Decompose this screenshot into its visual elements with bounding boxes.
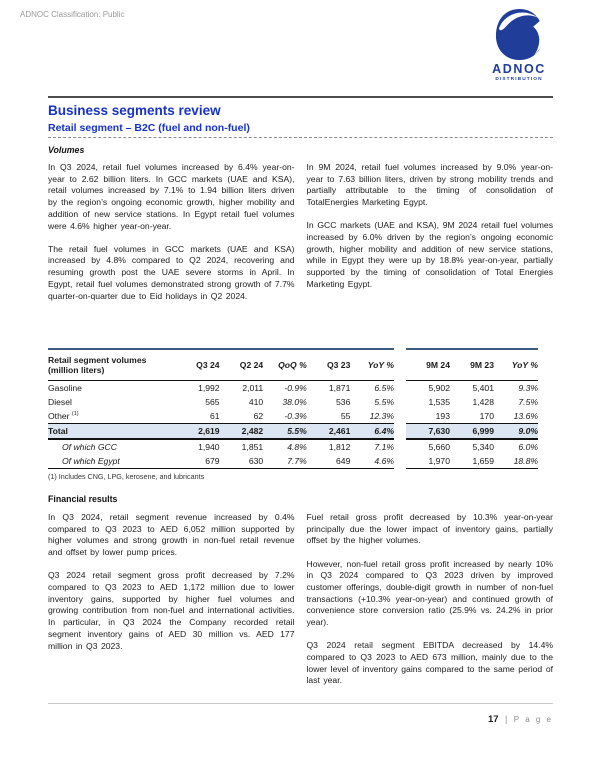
- volumes-columns: [48, 162, 553, 344]
- col-header: 9M 24: [406, 349, 450, 381]
- table-footnote: (1) Includes CNG, LPG, kerosene, and lubricants: [48, 472, 205, 481]
- financial-left-column: [48, 512, 295, 699]
- table-cell: 2,619: [176, 424, 220, 440]
- table-cell: 1,871: [328, 383, 351, 393]
- row-label: Total: [48, 424, 176, 440]
- page-word: P a g e: [513, 715, 553, 724]
- paragraph: In 9M 2024, retail fuel volumes increased by 9.0% year-on-year to 7.63 billion liters, driven by strong mobility trends and partially attributable to the timing of consolidation of TotalEnergies Marketing Egypt.: [306, 162, 553, 208]
- table-cell: 13.6%: [513, 411, 538, 421]
- falcon-icon: [491, 8, 548, 61]
- table-cell: 565: [205, 397, 220, 407]
- table-row: [48, 439, 394, 454]
- financial-results-heading: Financial results: [48, 494, 118, 504]
- table-cell: 2,011: [242, 383, 264, 393]
- paragraph: However, non-fuel retail gross profit increased by nearly 10% in Q3 2024 compared to Q3 2023 driven by improved customer offerings, double-digit growth in number of non-fuel transactions (+10.3% year-on-year) and continued growth of convenience store conversion ratio (25.9% vs. 24.2% in prior year).: [306, 558, 553, 628]
- logo-brand-text: ADNOC: [492, 62, 546, 76]
- table-cell: 4.6%: [350, 454, 394, 469]
- table-row: [406, 454, 538, 469]
- table-cell: 2,461: [307, 424, 351, 440]
- table-cell: 1,940: [198, 442, 220, 452]
- paragraph: Q3 2024 retail segment EBITDA decreased by 14.4% compared to Q3 2023 to AED 673 million, mainly due to the lower level of inventory gains compared to the same period of last year.: [306, 640, 553, 686]
- table-cell: 5,340: [472, 442, 494, 452]
- paragraph: In Q3 2024, retail fuel volumes increased by 6.4% year-on-year to 2.62 billion liters. In GCC markets (UAE and KSA), retail volumes increased by 7.1% to 1.94 billion liters driven by the region’s ongoing economic growth, higher mobility and addition of new service stations. In Egypt retail fuel volumes were 4.6% higher year-on-year.: [48, 162, 295, 231]
- classification-label: ADNOC Classification: Public: [20, 10, 125, 19]
- table-cell: 1,851: [241, 442, 264, 452]
- table-cell: 5,660: [428, 442, 450, 452]
- col-header: YoY %: [494, 349, 538, 381]
- table-cell: 62: [253, 411, 264, 421]
- table-cell: 1,812: [328, 442, 351, 452]
- table-cell: 6.4%: [350, 424, 394, 440]
- table-cell: 18.8%: [494, 454, 538, 469]
- table-row: [406, 381, 538, 396]
- table-cell: 1,535: [428, 397, 450, 407]
- volumes-right-column: [307, 162, 554, 344]
- volumes-left-column: [48, 162, 295, 344]
- table-cell: 410: [248, 397, 264, 407]
- table-cell: 193: [435, 411, 450, 421]
- adnoc-distribution-logo: [480, 8, 558, 82]
- table-title-cell: Retail segment volumes (million liters): [48, 349, 176, 381]
- paragraph: In GCC markets (UAE and KSA), 9M 2024 retail fuel volumes increased by 6.0% driven by the region’s ongoing economic growth, higher mobility and addition of new service stations, while in Egypt they were up by 18.8% year-on-year, partially supported by the timing of consolidation of Total Energies Marketing Egypt.: [306, 220, 553, 289]
- top-rule: [48, 96, 553, 98]
- table-cell: 9.3%: [518, 383, 538, 393]
- page-separator: |: [504, 714, 508, 724]
- row-label: Gasoline: [48, 383, 82, 393]
- table-cell: 55: [340, 411, 351, 421]
- table-cell: 6.5%: [374, 383, 394, 393]
- table-row: [48, 381, 394, 396]
- paragraph: The retail fuel volumes in GCC markets (UAE and KSA) increased by 4.8% compared to Q2 2024, recovering and resuming growth post the UAE severe storms in April. In Egypt, retail fuel volumes demonstrated strong growth of 7.7% quarter-on-quarter due to Eid holidays in Q2 2024.: [48, 243, 295, 301]
- table-cell: 1,970: [406, 454, 450, 469]
- page-title: Business segments review: [48, 103, 221, 118]
- table-row: [48, 409, 394, 424]
- nine-month-table: [406, 348, 538, 469]
- table-cell: 5,902: [428, 383, 450, 393]
- section-subtitle: Retail segment – B2C (fuel and non-fuel): [48, 122, 553, 138]
- page-content: [48, 96, 553, 699]
- table-cell: 7,630: [406, 424, 450, 440]
- table-cell: 6,999: [450, 424, 494, 440]
- table-cell: 7.7%: [263, 454, 307, 469]
- table-header-row: [406, 349, 538, 381]
- table-row: [406, 409, 538, 424]
- table-cell: 7.5%: [518, 397, 538, 407]
- quarterly-table: [48, 348, 394, 469]
- table-cell: 38.0%: [282, 397, 307, 407]
- page-footer: [48, 703, 553, 727]
- table-cell: -0.3%: [284, 411, 307, 421]
- table-cell: 4.8%: [287, 442, 307, 452]
- table-row: [406, 395, 538, 409]
- table-cell: 7.1%: [374, 442, 394, 452]
- row-label: Of which Egypt: [48, 454, 176, 469]
- retail-volumes-table: [48, 348, 553, 469]
- col-header: QoQ %: [263, 349, 307, 381]
- table-cell: 5.5%: [263, 424, 307, 440]
- paragraph: Fuel retail gross profit decreased by 10.3% year-on-year principally due the lower impact of inventory gains, partially offset by the higher volumes.: [306, 512, 553, 546]
- table-row: [48, 424, 394, 440]
- table-cell: 170: [479, 411, 494, 421]
- volumes-heading: Volumes: [48, 145, 85, 155]
- table-cell: 5.5%: [374, 397, 394, 407]
- paragraph: In Q3 2024, retail segment revenue increased by 0.4% compared to Q3 2023 to AED 6,052 million supported by higher volumes and strong growth in non-fuel retail revenue and offset by lower pump prices.: [48, 512, 295, 558]
- table-cell: 9.0%: [494, 424, 538, 440]
- table-row: [48, 454, 394, 469]
- table-cell: 649: [307, 454, 351, 469]
- row-label: Other $^{(1)}$: [48, 411, 79, 421]
- paragraph: Q3 2024 retail segment gross profit decreased by 7.2% compared to Q3 2023 to AED 1,172 million due to lower inventory gains, supported by higher fuel volumes and growing contribution from non-fuel and international activities. In particular, in Q3 2024 the Company recorded retail segment inventory gains of AED 30 million vs. AED 177 million in Q3 2023.: [48, 570, 295, 651]
- logo-sub-text: DISTRIBUTION: [495, 77, 543, 82]
- table-cell: 630: [220, 454, 264, 469]
- table-cell: 1,992: [198, 383, 220, 393]
- table-cell: 5,401: [472, 383, 494, 393]
- col-header: YoY %: [350, 349, 394, 381]
- table-cell: -0.9%: [284, 383, 307, 393]
- table-cell: 1,659: [450, 454, 494, 469]
- table-cell: 61: [210, 411, 220, 421]
- financial-columns: [48, 512, 553, 699]
- table-cell: 536: [336, 397, 351, 407]
- table-cell: 2,482: [220, 424, 264, 440]
- col-header: Q3 23: [307, 349, 351, 381]
- row-label: Diesel: [48, 397, 72, 407]
- row-label: Of which GCC: [62, 442, 117, 452]
- table-row: [48, 395, 394, 409]
- table-header-row: [48, 349, 394, 381]
- financial-right-column: [307, 512, 554, 699]
- table-row: [406, 424, 538, 440]
- table-cell: 1,428: [472, 397, 494, 407]
- col-header: Q2 24: [220, 349, 264, 381]
- col-header: Q3 24: [176, 349, 220, 381]
- table-row: [406, 439, 538, 454]
- col-header: 9M 23: [450, 349, 494, 381]
- table-cell: 679: [176, 454, 220, 469]
- table-cell: 6.0%: [518, 442, 538, 452]
- page-number: 17: [487, 714, 499, 725]
- table-cell: 12.3%: [369, 411, 394, 421]
